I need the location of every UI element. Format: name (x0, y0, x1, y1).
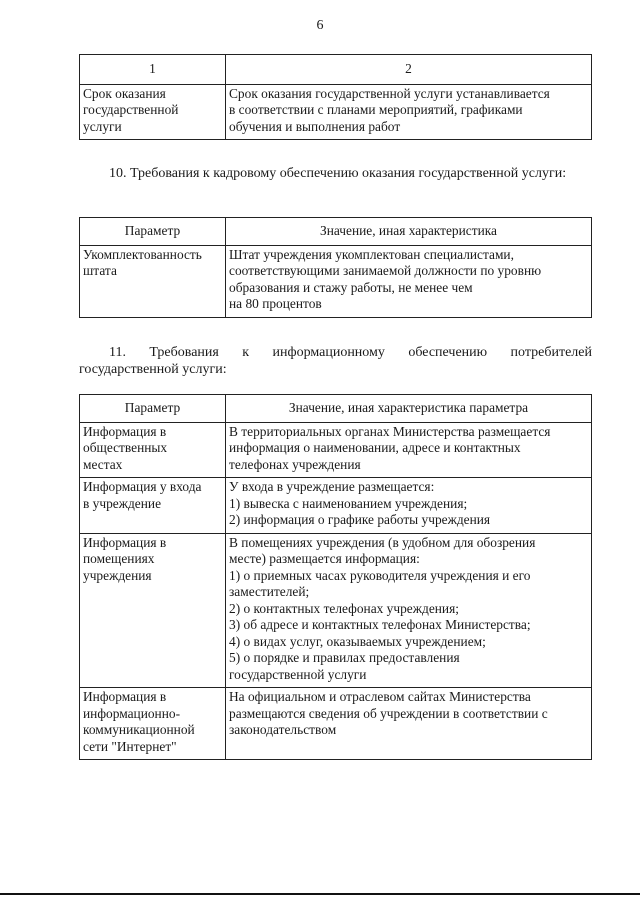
table-row (80, 688, 592, 760)
param-cell: Информация в общественных местах (80, 422, 226, 478)
value-header: Значение, иная характеристика параметра (226, 395, 592, 423)
value-header: Значение, иная характеристика (226, 218, 592, 246)
value-cell: В помещениях учреждения (в удобном для обозрения месте) размещается информация: 1) о приемных часах руководителя учреждения и его заместителей; 2) о контактных телефонах учреждения; 3) об адресе и контактных телефонах Министерства; 4) о видах услуг, оказываемых учреждением; 5) о порядке и правилах предоставления государственной услуги (226, 533, 592, 688)
page-number: 6 (316, 18, 324, 33)
param-cell: Информация в информационно- коммуникационной сети "Интернет" (80, 688, 226, 760)
param-header: Параметр (80, 218, 226, 246)
table-row (80, 245, 592, 317)
table-row (80, 478, 592, 534)
value-cell: На официальном и отраслевом сайтах Министерства размещаются сведения об учреждении в соответствии с законодательством (226, 688, 592, 760)
table-row (80, 422, 592, 478)
column-header-2: 2 (226, 55, 592, 85)
column-header-1: 1 (80, 55, 226, 85)
value-cell: В территориальных органах Министерства размещается информация о наименовании, адресе и контактных телефонах учреждения (226, 422, 592, 478)
section-11-heading: 11. Требования к информационному обеспечению потребителей государственной услуги: (79, 345, 592, 377)
table-row (80, 84, 592, 140)
value-cell: Штат учреждения укомплектован специалистами, соответствующими занимаемой должности по уровню образования и стажу работы, не менее чем на 80 процентов (226, 245, 592, 317)
param-header: Параметр (80, 395, 226, 423)
value-cell: У входа в учреждение размещается: 1) вывеска с наименованием учреждения; 2) информация о графике работы учреждения (226, 478, 592, 534)
param-cell: Укомплектованность штата (80, 245, 226, 317)
table-row (80, 533, 592, 688)
table-header-row (80, 395, 592, 423)
param-cell: Информация у входа в учреждение (80, 478, 226, 534)
table-header-row (80, 55, 592, 85)
staffing-table (79, 217, 592, 318)
information-table (79, 394, 592, 760)
section-10-heading: 10. Требования к кадровому обеспечению оказания государственной услуги: (109, 166, 567, 181)
table-header-row (80, 218, 592, 246)
param-cell: Информация в помещениях учреждения (80, 533, 226, 688)
service-term-table (79, 54, 592, 140)
value-cell: Срок оказания государственной услуги устанавливается в соответствии с планами мероприятий, графиками обучения и выполнения работ (226, 84, 592, 140)
param-cell: Срок оказания государственной услуги (80, 84, 226, 140)
page-bottom-edge (0, 893, 640, 895)
